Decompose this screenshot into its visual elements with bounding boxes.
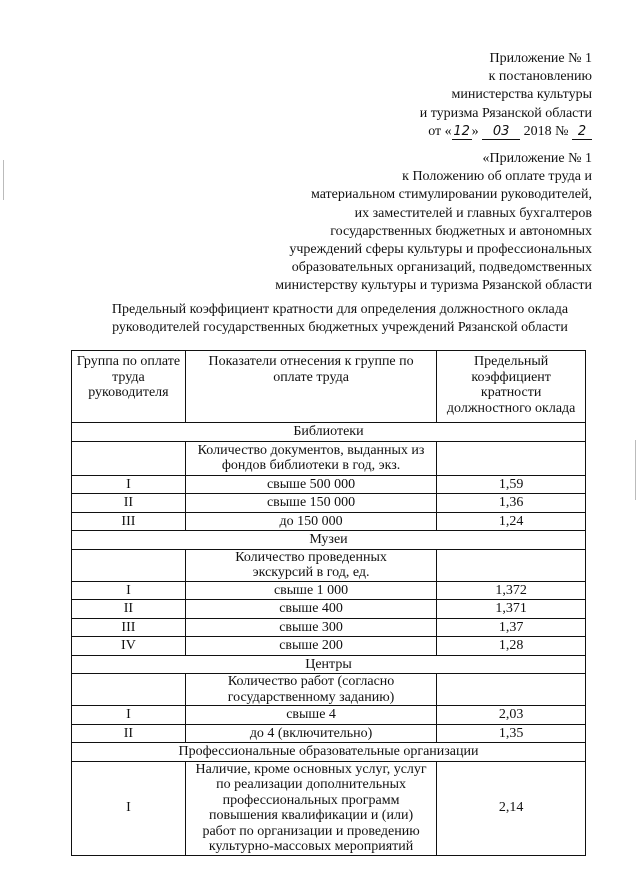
section-title: Профессиональные образовательные организации: [72, 743, 586, 762]
indicator-cell: Наличие, кроме основных услуг, услуг по реализации дополнительных профессиональных программ повышения квалификации и (или) работ по организации и проведению культурно-массовых мероприятий: [185, 761, 436, 855]
criterion-row: [72, 674, 586, 706]
coefficient-cell: 1,24: [437, 512, 586, 531]
indicator-cell: свыше 500 000: [185, 475, 436, 494]
coefficient-cell: 2,03: [437, 706, 586, 725]
table-row: [72, 618, 586, 637]
coefficient-cell: 2,14: [437, 761, 586, 855]
table-row: [72, 512, 586, 531]
header-group: Группа по оплате труда руководителя: [72, 351, 186, 423]
empty-cell: [437, 674, 586, 706]
criterion-row: [72, 549, 586, 581]
regulation-line: материальном стимулировании руководителей,: [310, 187, 592, 203]
number-label: №: [555, 123, 569, 139]
indicator-cell: свыше 1 000: [185, 581, 436, 600]
table-row: [72, 637, 586, 656]
group-cell: IV: [72, 637, 186, 656]
table-row: [72, 724, 586, 743]
section-title-row: [72, 423, 586, 442]
table-row: [72, 494, 586, 513]
appendix-line: министерства культуры: [451, 87, 592, 103]
group-cell: I: [72, 581, 186, 600]
coefficient-cell: 1,59: [437, 475, 586, 494]
coefficient-cell: 1,36: [437, 494, 586, 513]
criterion: Количество работ (согласно государственному заданию): [185, 674, 436, 706]
empty-cell: [72, 549, 186, 581]
scan-edge-left: [3, 160, 4, 200]
coefficient-cell: 1,372: [437, 581, 586, 600]
table-row: [72, 706, 586, 725]
indicator-cell: свыше 200: [185, 637, 436, 656]
indicator-cell: до 4 (включительно): [185, 724, 436, 743]
empty-cell: [72, 441, 186, 475]
indicator-cell: свыше 150 000: [185, 494, 436, 513]
regulation-line: их заместителей и главных бухгалтеров: [354, 205, 592, 221]
indicator-cell: свыше 4: [185, 706, 436, 725]
criterion: Количество документов, выданных из фондов библиотеки в год, экз.: [185, 441, 436, 475]
appendix-line: к постановлению: [488, 69, 592, 85]
scan-edge-right: [635, 440, 636, 500]
regulation-line: «Приложение № 1: [482, 151, 592, 166]
regulation-line: к Положению об оплате труда и: [402, 169, 592, 185]
group-cell: I: [72, 706, 186, 725]
appendix-date-line: [420, 123, 592, 141]
header-indicators: Показатели отнесения к группе по оплате труда: [185, 351, 436, 423]
indicator-cell: свыше 300: [185, 618, 436, 637]
group-cell: I: [72, 761, 186, 855]
table-header-row: [72, 351, 586, 423]
criterion-row: [72, 441, 586, 475]
section-title-row: [72, 655, 586, 674]
table-title: [60, 301, 620, 337]
empty-cell: [437, 549, 586, 581]
indicator-cell: до 150 000: [185, 512, 436, 531]
group-cell: I: [72, 475, 186, 494]
group-cell: III: [72, 618, 186, 637]
table-title-line: руководителей государственных бюджетных учреждений Рязанской области: [112, 320, 568, 335]
date-day: 12: [453, 123, 470, 139]
empty-cell: [437, 441, 586, 475]
regulation-line: государственных бюджетных и автономных: [330, 223, 592, 239]
section-title-row: [72, 743, 586, 762]
appendix-line: и туризма Рязанской области: [419, 105, 592, 121]
regulation-line: учреждений сферы культуры и профессиональных: [289, 242, 592, 258]
indicator-cell: свыше 400: [185, 600, 436, 619]
coefficient-cell: 1,28: [437, 637, 586, 656]
group-cell: II: [72, 494, 186, 513]
table-row: [72, 475, 586, 494]
section-title: Центры: [72, 655, 586, 674]
group-cell: II: [72, 600, 186, 619]
empty-cell: [72, 674, 186, 706]
criterion: Количество проведенных экскурсий в год, ед.: [185, 549, 436, 581]
section-title-row: [72, 531, 586, 550]
table-row: [72, 600, 586, 619]
header-coefficient: Предельный коэффициент кратности должностного оклада: [437, 351, 586, 423]
coefficient-cell: 1,37: [437, 618, 586, 637]
table-row: [72, 581, 586, 600]
date-prefix: от «: [428, 123, 452, 139]
date-month: 03: [482, 125, 520, 140]
group-cell: II: [72, 724, 186, 743]
coefficient-cell: 1,35: [437, 724, 586, 743]
regulation-reference: [275, 150, 592, 296]
section-title: Музеи: [72, 531, 586, 550]
coefficient-table: [71, 350, 586, 856]
document-number: 2: [572, 125, 592, 140]
coefficient-cell: 1,371: [437, 600, 586, 619]
table-title-line: Предельный коэффициент кратности для определения должностного оклада: [111, 302, 569, 317]
table-row: [72, 761, 586, 855]
regulation-line: министерству культуры и туризма Рязанской области: [275, 278, 592, 294]
section-title: Библиотеки: [72, 423, 586, 442]
appendix-header: [420, 50, 592, 141]
group-cell: III: [72, 512, 186, 531]
date-year: 2018: [523, 123, 552, 139]
regulation-line: образовательных организаций, подведомственных: [291, 260, 592, 276]
date-mid: »: [471, 123, 483, 139]
appendix-line: Приложение № 1: [489, 51, 592, 66]
